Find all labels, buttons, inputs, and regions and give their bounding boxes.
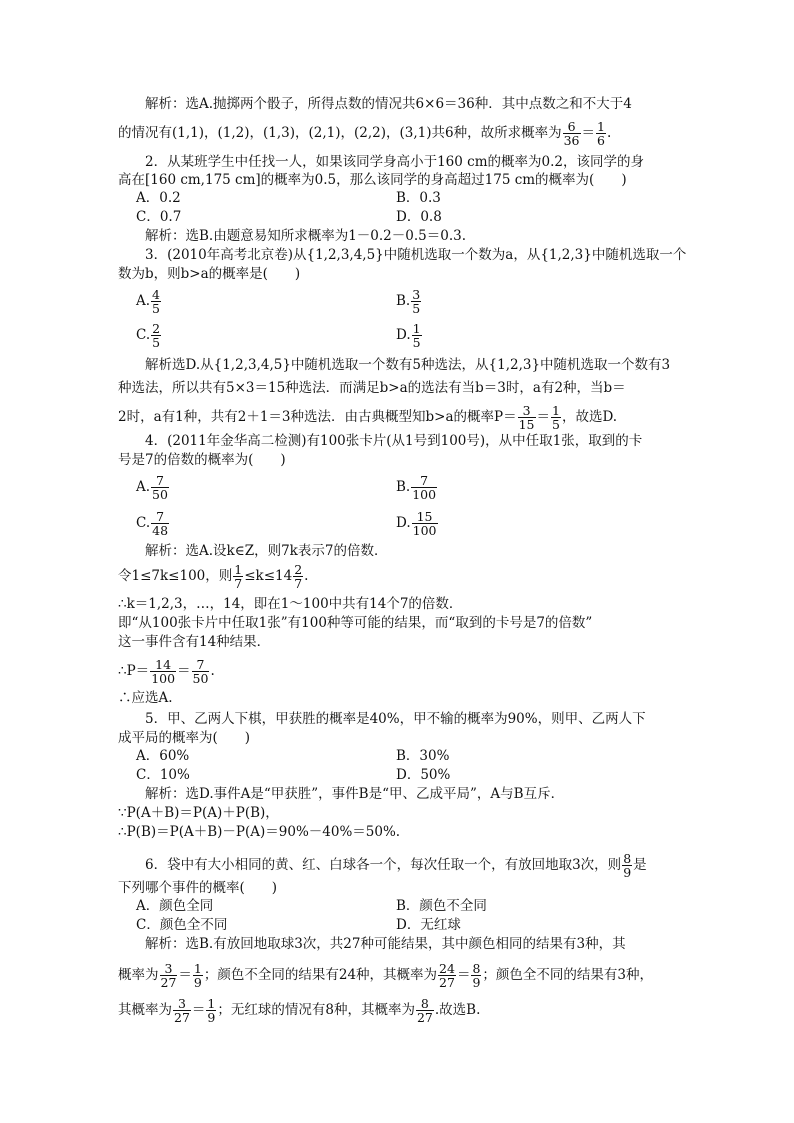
text-line: 成平局的概率为( ): [118, 730, 251, 746]
fraction: $\frac{3}{27}$: [160, 961, 177, 990]
option-a: A. $\frac{4}{5}$: [136, 287, 160, 316]
solution-line: 解析选D.从{1,2,3,4,5}中随机选取一个数有5种选法，从{1,2,3}中随机选取一个数有3: [118, 357, 671, 373]
text-line: ∵P(A＋B)＝P(A)＋P(B)，: [118, 805, 279, 821]
solution-line: 解析：选B.由题意易知所求概率为1－0.2－0.5＝0.3.: [118, 228, 467, 244]
option-row: D．0.8: [396, 209, 442, 225]
fraction: $\frac{7}{50}$: [152, 473, 168, 502]
option-d: D. $\frac{1}{5}$: [396, 321, 421, 350]
option-c: C. $\frac{7}{48}$: [136, 509, 169, 538]
text-line: 号是7的倍数的概率为( ): [118, 452, 286, 468]
option-a: A. $\frac{7}{50}$: [136, 473, 168, 502]
option-row: C．颜色全不同: [136, 917, 228, 933]
text-line: 概率为 $\frac{3}{27}$ ＝ $\frac{1}{9}$ ；颜色不全同的结果有24种，其概率为 $\frac{24}{27}$ ＝ $\frac{8}{9}$ ；颜色全不同的结果有3种，: [118, 961, 653, 990]
option-row: A．0.2: [136, 190, 181, 206]
option-b: B. $\frac{7}{100}$: [396, 473, 437, 502]
fraction: $\frac{24}{27}$: [439, 961, 455, 990]
fraction: $\frac{7}{50}$: [192, 657, 209, 686]
fraction: $\frac{2}{5}$: [152, 321, 161, 350]
question-3-stem: 3．(2010年高考北京卷)从{1,2,3,4,5}中随机选取一个数为a，从{1,2,3}中随机选取一个: [118, 247, 687, 263]
text-line: 高在[160 cm,175 cm]的概率为0.5，那么该同学的身高超过175 cm的概率为( ): [118, 172, 627, 188]
option-row: D．无红球: [396, 917, 461, 933]
text-line: 2时，a有1种，共有2＋1＝3种选法．由古典概型知b>a的概率P＝ $\frac{3}{15}$ ＝ $\frac{1}{5}$ ，故选D.: [118, 403, 618, 432]
fraction: $\frac{1}{6}$: [597, 119, 605, 148]
option-b: B. $\frac{3}{5}$: [396, 287, 421, 316]
text-line: 下列哪个事件的概率( ): [118, 880, 278, 896]
text-line: 的情况有(1,1)，(1,2)，(1,3)，(2,1)，(2,2)，(3,1)共6种，故所求概率为 $\frac{6}{36}$ ＝ $\frac{1}{6}$ .: [118, 119, 612, 148]
fraction: $\frac{3}{15}$: [518, 403, 535, 432]
fraction: $\frac{3}{5}$: [412, 287, 421, 316]
solution-line: 解析：选D.事件A是“甲获胜”，事件B是“甲、乙成平局”，A与B互斥．: [118, 786, 565, 802]
text-line: ∴P＝ $\frac{14}{100}$ ＝ $\frac{7}{50}$ .: [118, 657, 215, 686]
text-line: 这一事件含有14种结果．: [118, 634, 271, 650]
fraction: $\frac{2}{7}$: [294, 562, 303, 591]
question-6-stem: 6．袋中有大小相同的黄、红、白球各一个，每次任取一个，有放回地取3次，则 $\frac{8}{9}$ 是: [118, 851, 647, 880]
fraction: $\frac{1}{9}$: [193, 961, 202, 990]
fraction: $\frac{3}{27}$: [174, 996, 190, 1025]
option-row: B．30%: [396, 748, 450, 764]
fraction: $\frac{6}{36}$: [563, 119, 580, 148]
option-row: A．颜色全同: [136, 898, 214, 914]
text-line: ∴应选A.: [118, 690, 173, 706]
fraction: $\frac{14}{100}$: [151, 657, 176, 686]
option-row: B．颜色不全同: [396, 898, 487, 914]
fraction: $\frac{1}{5}$: [552, 403, 560, 432]
fraction: $\frac{8}{9}$: [623, 851, 632, 880]
text-line: ∴P(B)＝P(A＋B)－P(A)＝90%－40%＝50%.: [118, 824, 401, 840]
fraction: $\frac{1}{7}$: [234, 562, 243, 591]
option-c: C. $\frac{2}{5}$: [136, 321, 161, 350]
question-5-stem: 5．甲、乙两人下棋，甲获胜的概率是40%，甲不输的概率为90%，则甲、乙两人下: [118, 711, 646, 727]
solution-line: 解析：选A.设k∈Z，则7k表示7的倍数．: [118, 543, 388, 559]
text-line: 即“从100张卡片中任取1张”有100种等可能的结果，而“取到的卡号是7的倍数”: [118, 615, 593, 631]
text-line: 令1≤7k≤100，则 $\frac{1}{7}$ ≤k≤14 $\frac{2}{7}$ .: [118, 562, 309, 591]
question-2-stem: 2．从某班学生中任找一人，如果该同学身高小于160 cm的概率为0.2，该同学的身: [118, 154, 644, 170]
fraction: $\frac{1}{5}$: [412, 321, 421, 350]
text-line: ∴k＝1,2,3，…，14，即在1～100中共有14个7的倍数．: [118, 596, 463, 612]
fraction: $\frac{8}{9}$: [472, 961, 481, 990]
text-line: 解析：选A.抛掷两个骰子，所得点数的情况共6×6＝36种．其中点数之和不大于4: [118, 96, 632, 112]
fraction: $\frac{7}{100}$: [412, 473, 437, 502]
fraction: $\frac{7}{48}$: [152, 509, 169, 538]
solution-line: 解析：选B.有放回地取球3次，共27种可能结果，其中颜色相同的结果有3种，其: [118, 936, 626, 952]
fraction: $\frac{1}{9}$: [207, 996, 216, 1025]
option-row: D．50%: [396, 767, 451, 783]
question-4-stem: 4．(2011年金华高二检测)有100张卡片(从1号到100号)，从中任取1张，取到的卡: [118, 433, 643, 449]
option-d: D. $\frac{15}{100}$: [396, 509, 437, 538]
option-row: A．60%: [136, 748, 190, 764]
option-row: C．10%: [136, 767, 190, 783]
option-row: C．0.7: [136, 209, 182, 225]
text-line: 其概率为 $\frac{3}{27}$ ＝ $\frac{1}{9}$ ；无红球的情况有8种，其概率为 $\frac{8}{27}$ .故选B.: [118, 996, 481, 1025]
fraction: $\frac{8}{27}$: [416, 996, 433, 1025]
option-row: B．0.3: [396, 190, 441, 206]
text-line: 种选法，所以共有5×3＝15种选法．而满足b>a的选法有当b＝3时，a有2种，当b＝: [118, 380, 626, 396]
fraction: $\frac{4}{5}$: [152, 287, 160, 316]
text-line: 数为b，则b>a的概率是( ): [118, 266, 301, 282]
fraction: $\frac{15}{100}$: [412, 509, 437, 538]
